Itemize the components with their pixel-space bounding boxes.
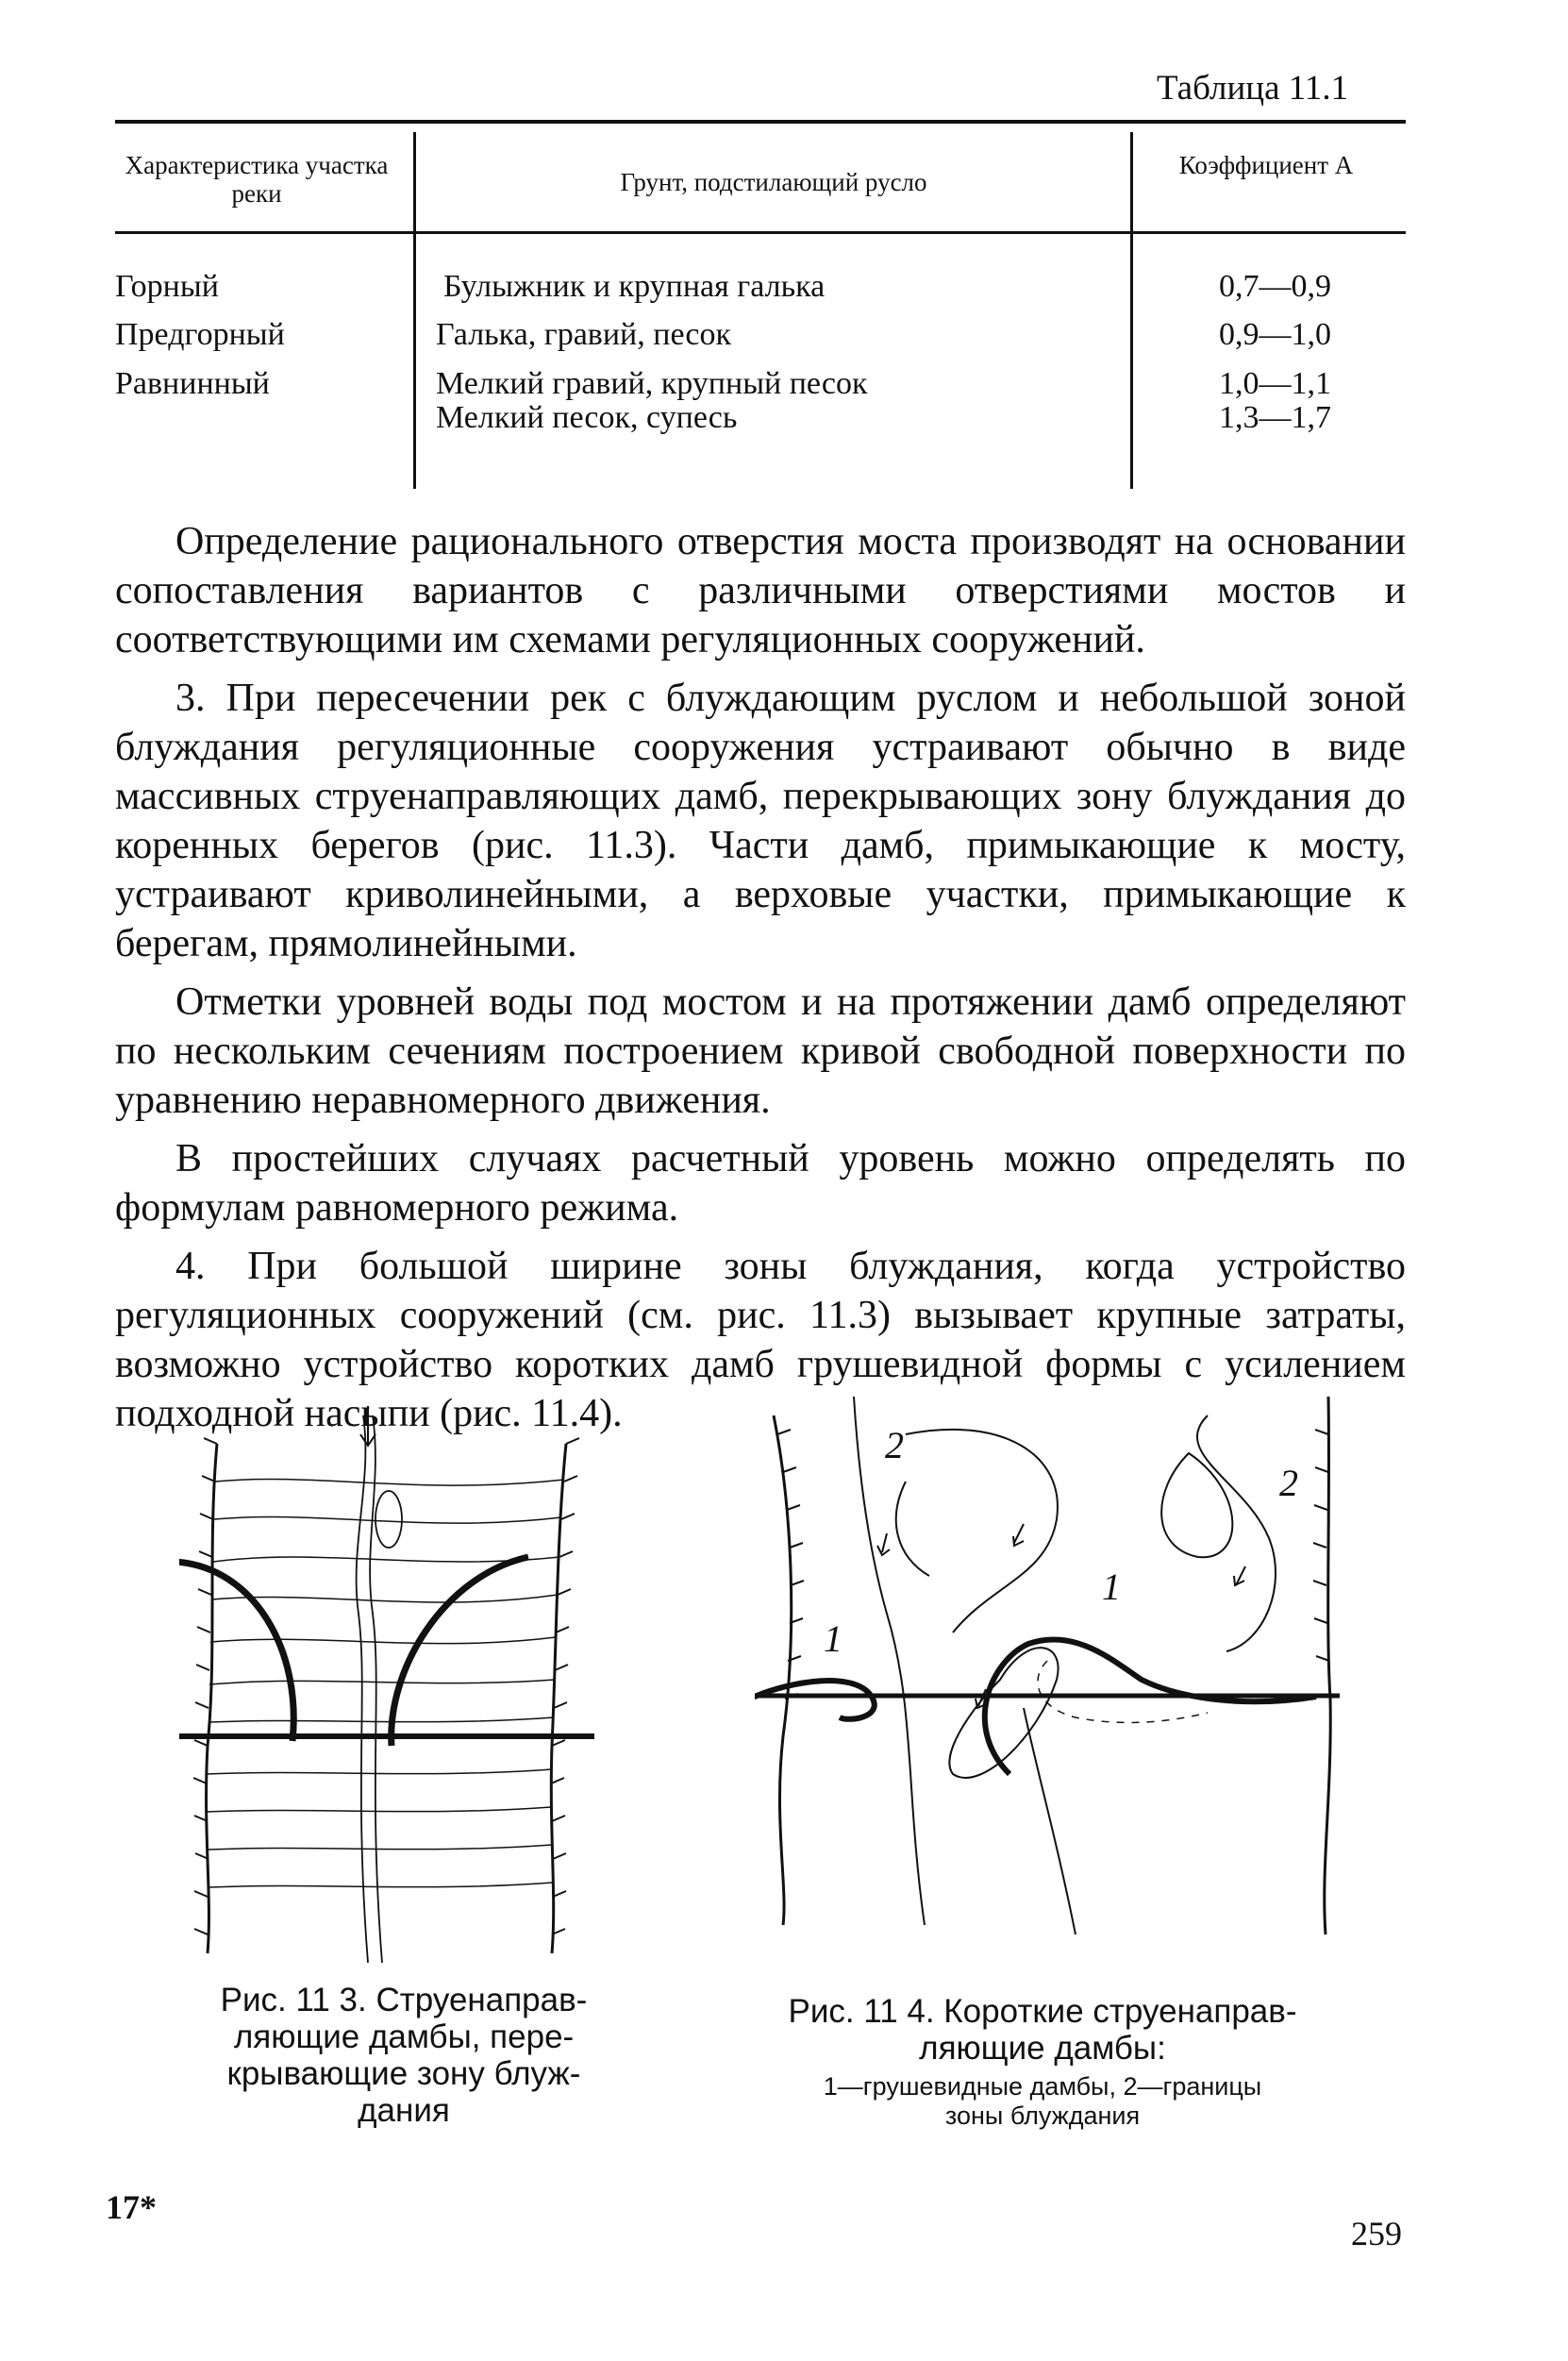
table-cell-coef: 0,9—1,0 [1219, 317, 1331, 352]
figure-label: 2 [1279, 1462, 1298, 1504]
table-caption: Таблица 11.1 [1157, 69, 1349, 108]
caption-line: Рис. 11 3. Струенаправ- [220, 1982, 588, 2018]
caption-line: ляющие дамбы, пере- [233, 2018, 575, 2055]
table-cell-soil: Галька, гравий, песок [436, 317, 731, 352]
table-header-rule [115, 231, 1406, 234]
table-cell-soil: Булыжник и крупная галька [443, 269, 826, 304]
caption-line: ляющие дамбы: [919, 2030, 1166, 2067]
figure-label: 1 [824, 1617, 842, 1660]
table-header-soil: Грунт, подстилающий русло [620, 168, 927, 196]
table-cell-area: Предгорный [115, 317, 285, 352]
table-cell-area: Равнинный [115, 366, 270, 401]
caption-line: крывающие зону блуж- [226, 2055, 581, 2092]
table-column-divider [1130, 132, 1133, 489]
paragraph: Определение рационального отверстия моста производят на основании сопоставления вариантов с различными отверстиями мостов и соответствующими им схемами регуляционных сооружений. [115, 520, 1406, 661]
table-cell-coef: 1,0—1,1 [1219, 366, 1331, 401]
figure-11-4-drawing [755, 1397, 1377, 1944]
paragraph: В простейших случаях расчетный уровень можно определять по формулам равномерного режима. [115, 1137, 1406, 1230]
table-cell-coef: 0,7—0,9 [1219, 269, 1331, 304]
legend-line: зоны блуждания [944, 2101, 1141, 2130]
table-header-area: Характеристика участка реки [125, 151, 389, 208]
figure-11-3-drawing [179, 1406, 594, 1963]
table-cell-area: Горный [115, 269, 219, 304]
table-column-divider [413, 132, 416, 489]
body-text [115, 517, 1406, 1438]
paragraph: Отметки уровней воды под мостом и на протяжении дамб определяют по нескольким сечениям построением кривой свободной поверхности по уравнению неравномерного движения. [115, 980, 1406, 1122]
signature-mark: 17* [106, 2188, 157, 2226]
figure-label: 2 [885, 1424, 904, 1466]
caption-line: Рис. 11 4. Короткие струенаправ- [788, 1993, 1297, 2030]
paragraph: 4. При большой ширине зоны блуждания, когда устройство регуляционных сооружений (см. рис. 11.3) вызывает крупные затраты, возможно устройство коротких дамб грушевидной формы с усилением подходной насыпи (рис. 11.4). [115, 1245, 1406, 1435]
table-cell-soil: Мелкий песок, супесь [436, 400, 738, 435]
table-cell-soil: Мелкий гравий, крупный песок [436, 366, 868, 401]
legend-line: 1—грушевидные дамбы, 2—границы [823, 2072, 1262, 2101]
caption-line: дания [358, 2092, 450, 2129]
table-cell-coef: 1,3—1,7 [1219, 400, 1331, 435]
table-top-rule [115, 120, 1406, 124]
figure-11-4-caption [745, 1993, 1340, 2131]
paragraph: 3. При пересечении рек с блуждающим руслом и небольшой зоной блуждания регуляционные сооружения устраивают обычно в виде массивных струенаправляющих дамб, перекрывающих зону блуждания до коренных берегов (рис. 11.3). Части дамб, примыкающие к мосту, устраивают криволинейными, а верховые участки, примыкающие к берегам, прямолинейными. [115, 677, 1406, 965]
figure-label: 1 [1102, 1566, 1121, 1608]
page-number: 259 [1351, 2215, 1402, 2252]
table-header-coefficient: Коэффициент А [1178, 151, 1354, 179]
figure-11-3-caption [196, 1982, 611, 2129]
